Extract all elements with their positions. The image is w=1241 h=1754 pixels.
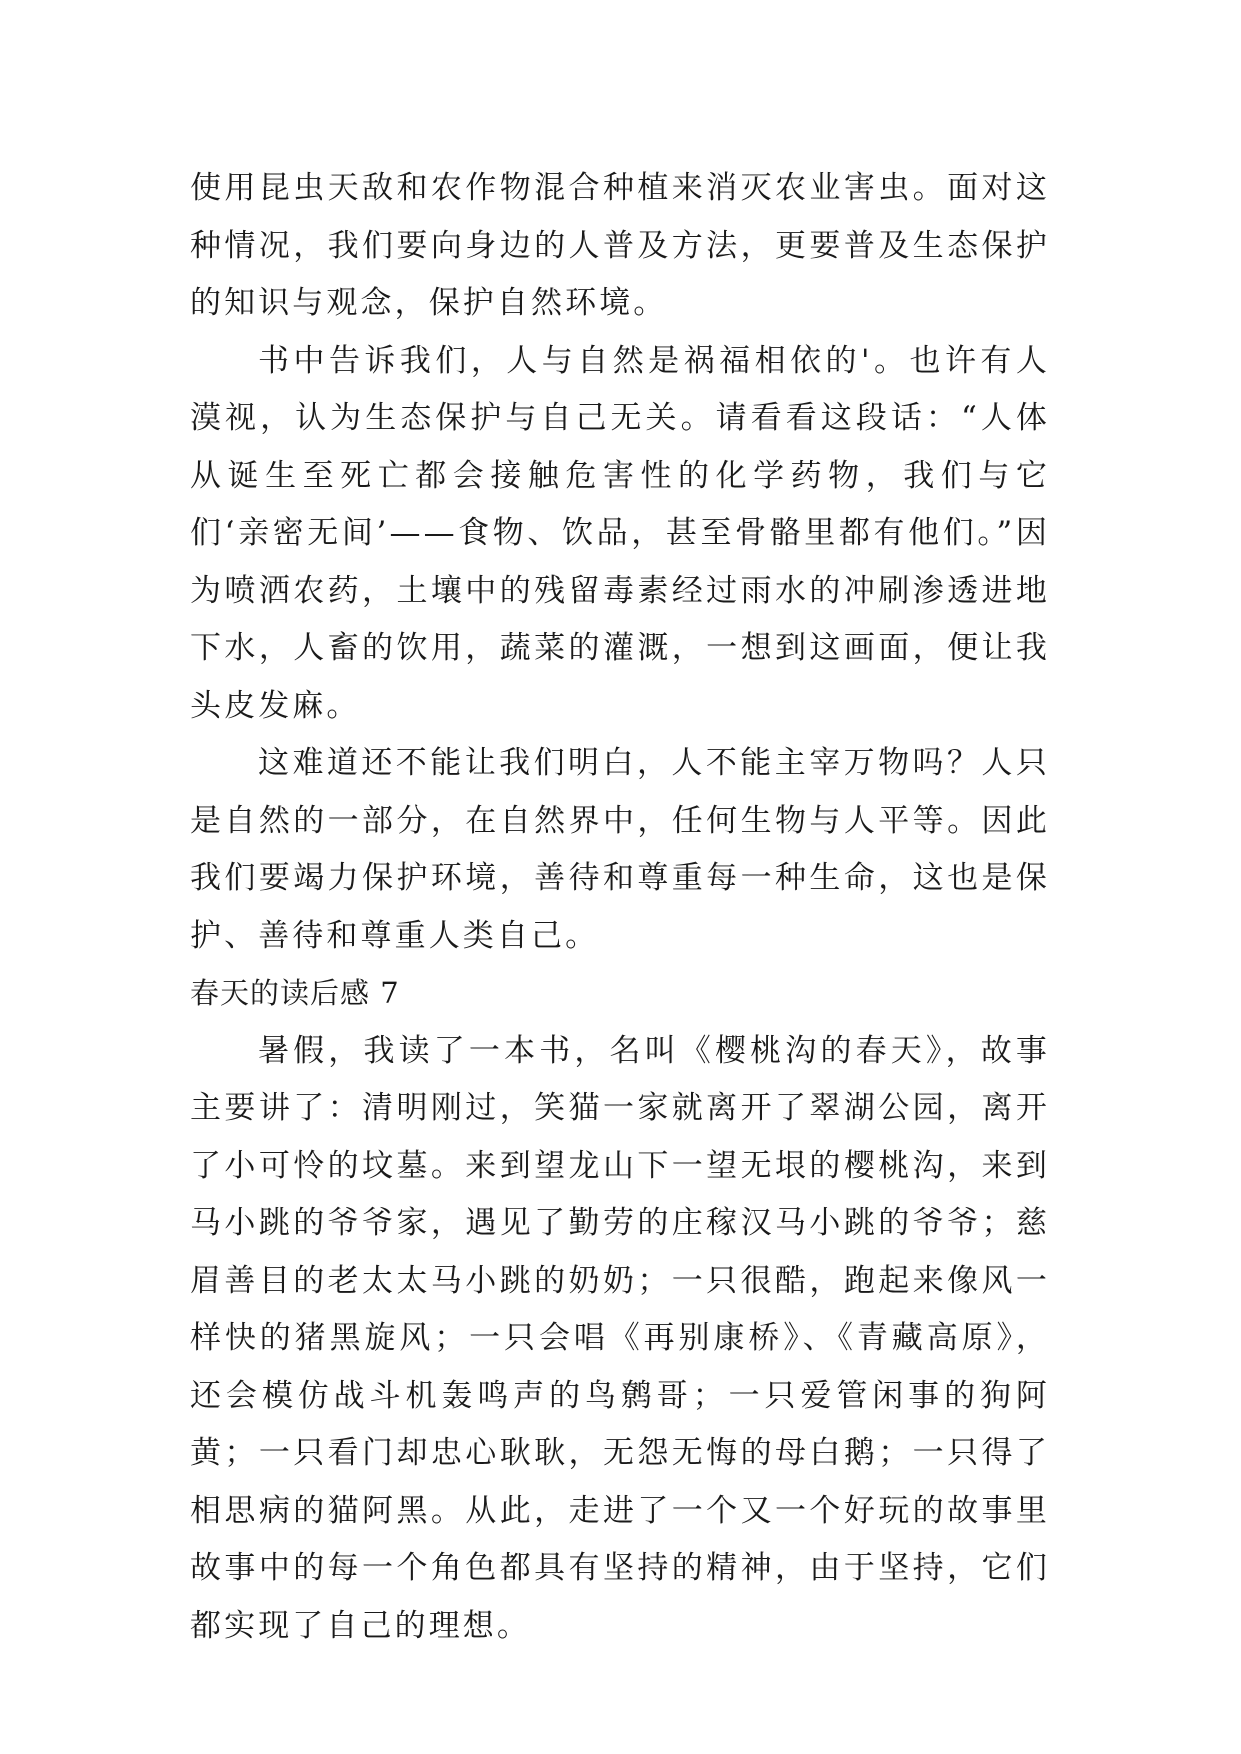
document-page (190, 160, 1050, 1655)
paragraph-conclusion: 这难道还不能让我们明白，人不能主宰万物吗？人只是自然的一部分，在自然界中，任何生物与人平等。因此我们要竭力保护环境，善待和尊重每一种生命，这也是保护、善待和尊重人类自己。 (190, 745, 1050, 954)
section-heading: 春天的读后感 7 (190, 976, 400, 1010)
paragraph-continued: 使用昆虫天敌和农作物混合种植来消灭农业害虫。面对这种情况，我们要向身边的人普及方法，更要普及生态保护的知识与观念，保护自然环境。 (190, 170, 1050, 321)
paragraph-harmony: 书中告诉我们，人与自然是祸福相依的'。也许有人漠视，认为生态保护与自己无关。请看看这段话：“人体从诞生至死亡都会接触危害性的化学药物，我们与它们‘亲密无间’——食物、饮品，甚至骨骼里都有他们。”因为喷洒农药，土壤中的残留毒素经过雨水的冲刷渗透进地下水，人畜的饮用，蔬菜的灌溉，一想到这画面，便让我头皮发麻。 (190, 342, 1050, 724)
paragraph-summary: 暑假，我读了一本书，名叫《樱桃沟的春天》，故事主要讲了：清明刚过，笑猫一家就离开了翠湖公园，离开了小可怜的坟墓。来到望龙山下一望无垠的樱桃沟，来到马小跳的爷爷家，遇见了勤劳的庄稼汉马小跳的爷爷；慈眉善目的老太太马小跳的奶奶；一只很酷，跑起来像风一样快的猪黑旋风；一只会唱《再别康桥》、《青藏高原》，还会模仿战斗机轰鸣声的鸟鹩哥；一只爱管闲事的狗阿黄；一只看门却忠心耿耿，无怨无悔的母白鹅；一只得了相思病的猫阿黑。从此，走进了一个又一个好玩的故事里故事中的每一个角色都具有坚持的精神，由于坚持，它们都实现了自己的理想。 (190, 1032, 1050, 1644)
